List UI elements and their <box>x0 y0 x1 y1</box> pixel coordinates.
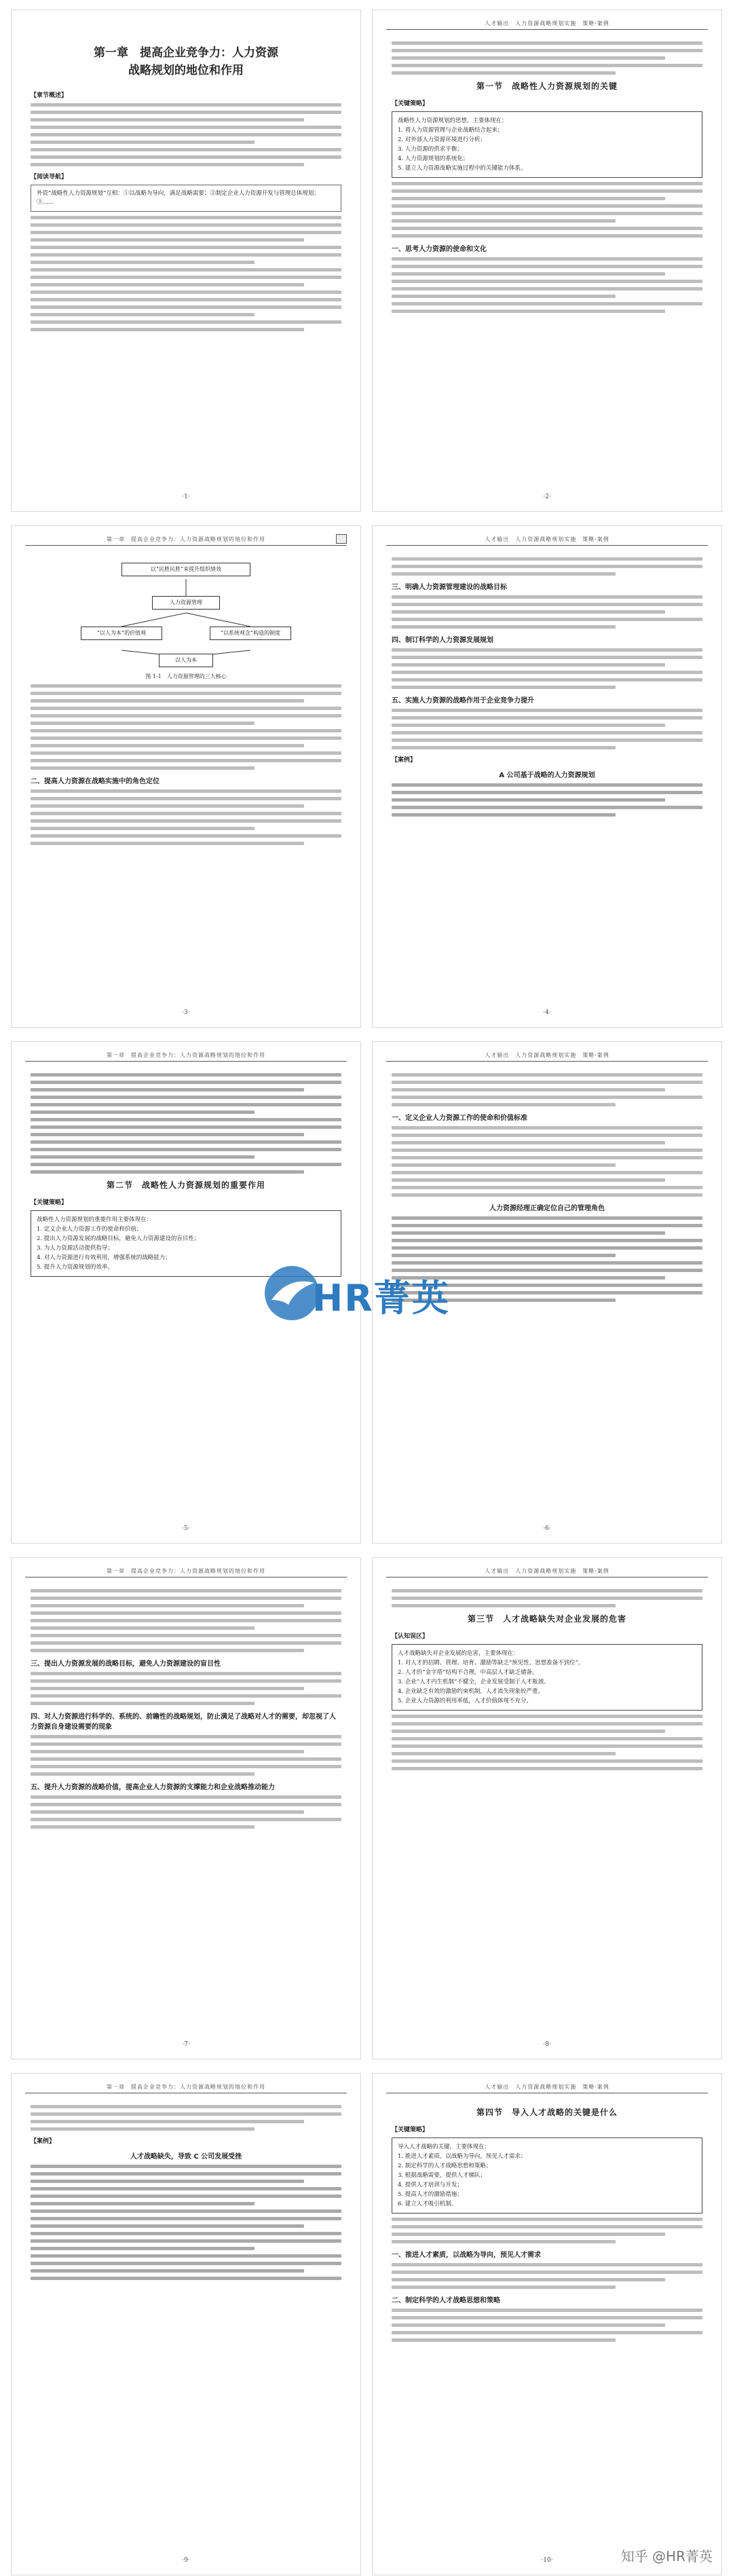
page-number: ·2· <box>543 493 551 500</box>
page-number: ·6· <box>543 1525 551 1532</box>
heading: 一、思考人力资源的使命和文化 <box>392 246 487 253</box>
text-block <box>31 216 341 331</box>
text-block <box>392 1073 702 1106</box>
running-header: 第一章 提高企业竞争力：人力资源战略规划的地位和作用 <box>25 2082 347 2093</box>
box-item: 战略性人力资源规划的重要作用主要体现在： <box>37 1216 153 1223</box>
box-item: 1. 将人力资源管理与企业战略结合起来； <box>398 127 504 134</box>
heading: 一、定义企业人力资源工作的使命和价值标准 <box>392 1115 527 1122</box>
text-block <box>392 783 702 817</box>
box-item: 5. 建立人力资源战略实施过程中的关键能力体系。 <box>398 165 527 172</box>
box-item: 3. 人力资源的供求平衡； <box>398 146 463 153</box>
text-block <box>31 1589 341 1652</box>
box-item: 3. 为人力资源活动提供指导； <box>37 1245 113 1252</box>
text-block <box>392 257 702 313</box>
box-item: 5. 企业人力资源的利用率低，人才价值体现不充分。 <box>398 1698 532 1704</box>
box-item: 1. 对人才的招聘、管理、培育、激励等缺乏“预见性，思想准备不到位”。 <box>398 1660 584 1666</box>
running-header-text: 第一章 提高企业竞争力：人力资源战略规划的地位和作用 <box>107 536 265 542</box>
text-block <box>392 709 702 749</box>
running-header: 第一章 提高企业竞争力：人力资源战略规划的地位和作用 <box>25 1566 347 1578</box>
box-item: 人才战略缺失对企业发展的危害，主要体现在： <box>398 1650 519 1657</box>
page-4 <box>372 525 722 1028</box>
section-title: 第一节 战略性人力资源规划的关键 <box>476 81 618 91</box>
text-block <box>31 103 341 166</box>
page-number: ·9· <box>182 2557 190 2564</box>
text-block <box>392 182 702 238</box>
running-header: 第一章 提高企业竞争力：人力资源战略规划的地位和作用 <box>25 1050 347 1062</box>
box-item: 2. 人才的“金字塔”结构不合理，中高层人才缺乏储备。 <box>398 1669 538 1676</box>
box-item: 1. 定义企业人力资源工作的使命和价值； <box>37 1226 143 1233</box>
section-title: 第二节 战略性人力资源规划的重要作用 <box>106 1180 265 1190</box>
diagram-node-mid: 人力资源管理 <box>152 596 220 610</box>
box-item: 4. 企业缺乏有效的激励约束机制，人才流失现象较严重。 <box>398 1688 544 1695</box>
page-2 <box>372 10 722 512</box>
text-block <box>31 2165 341 2280</box>
heading: 五、实施人力资源的战略作用于企业竞争力提升 <box>392 697 534 705</box>
text-block <box>31 1073 341 1174</box>
heading: 一、推进人才素质，以战略为导向，预见人才需求 <box>392 2252 541 2259</box>
box-item: 1. 推进人才素质，以战略为导向，预见人才需求； <box>398 2153 527 2160</box>
box-item: 5. 提升人力资源规划的效率。 <box>37 1264 113 1271</box>
running-header: 人才输出 人力资源战略规划实施 策略·案例 <box>386 1050 708 1062</box>
text-block <box>392 1589 702 1607</box>
chapter-title-line-1: 第一章 提高企业竞争力：人力资源 <box>94 46 278 60</box>
text-block <box>31 789 341 845</box>
page-8 <box>372 1557 722 2059</box>
page-number: ·1· <box>182 493 190 500</box>
box-item: 战略性人力资源规划的思想，主要体现在： <box>398 117 508 124</box>
box-item: 4. 人力资源规划的系统化； <box>398 155 469 162</box>
text-block <box>392 41 702 75</box>
tag-intro: 【章节概述】 <box>31 92 68 99</box>
heading: 三、提出人力资源发展的战略目标，避免人力资源建设的盲目性 <box>31 1660 221 1668</box>
running-header: 人才输出 人力资源战略规划实施 策略·案例 <box>386 1566 708 1578</box>
running-header: 人才输出 人力资源战略规划实施 策略·案例 <box>386 2082 708 2093</box>
case-title: 人才战略缺失，导致 C 公司发展受挫 <box>130 2153 242 2161</box>
chapter-title <box>31 44 341 79</box>
text-block <box>392 1126 702 1197</box>
section-title: 第三节 人才战略缺失对企业发展的危害 <box>467 1614 626 1624</box>
text-block <box>31 684 341 770</box>
watermark-text: HR菁英 <box>312 1277 450 1320</box>
tag-case: 【案例】 <box>31 2138 56 2145</box>
heading: 二、制定科学的人才战略思想和策略 <box>392 2297 500 2304</box>
box-item: 6. 建立人才吸引机制。 <box>398 2201 457 2207</box>
text-block <box>31 1735 341 1776</box>
box-item: 4. 提供人才培训与开发； <box>398 2182 463 2188</box>
text-block <box>392 2263 702 2289</box>
heading: 二、提高人力资源在战略实施中的角色定位 <box>31 778 159 785</box>
text-block <box>392 648 702 689</box>
page-number: ·8· <box>543 2041 551 2048</box>
text-block <box>392 2218 702 2243</box>
text-block <box>31 1672 341 1705</box>
running-header: 人才输出 人力资源战略规划实施 策略·案例 <box>386 534 708 546</box>
hr-core-diagram <box>74 559 298 667</box>
tag-guide: 【阅读导航】 <box>31 174 68 181</box>
misconception-box <box>392 1644 702 1711</box>
case-title: 人力资源经理正确定位自己的管理角色 <box>489 1205 605 1212</box>
page-number: ·3· <box>182 1009 190 1016</box>
diagram-node-bottom: 以人为本 <box>159 654 213 667</box>
tag-know: 【认知误区】 <box>392 1633 429 1640</box>
hr-jingying-watermark <box>248 1249 478 1344</box>
running-header: 人才输出 人力资源战略规划实施 策略·案例 <box>386 18 708 30</box>
page-3 <box>11 525 361 1028</box>
box-item: 5. 提高人才的激励措施； <box>398 2191 463 2198</box>
quote-box: 外资“战略性人力资源规划”互相：①以战略为导向，满足战略需要；②制定企业人力资源开发与管理总体规划；③…… <box>31 185 341 212</box>
tag-key: 【关键策略】 <box>31 1199 68 1206</box>
heading: 五、提升人力资源的战略价值，提高企业人力资源的支撑能力和企业战略推动能力 <box>31 1784 275 1791</box>
page-1 <box>11 10 361 512</box>
tag-key: 【关键策略】 <box>392 2127 429 2133</box>
source-credit: 知乎 @HR菁英 <box>620 2548 713 2564</box>
page-10 <box>372 2073 722 2575</box>
text-block <box>392 595 702 629</box>
heading: 四、对人力资源进行科学的、系统的、前瞻性的战略规划，防止满足了战略对人才的需要，却忽视了人力资源自身建设需要的现象 <box>31 1713 336 1731</box>
diagram-node-left: “以人为本”的价值观 <box>81 627 162 640</box>
page-number: ·7· <box>182 2041 190 2048</box>
heading: 三、明确人力资源管理建设的战略目标 <box>392 584 507 591</box>
box-item: 2. 提出人力资源发展的战略目标，避免人力资源建设的盲目性； <box>37 1235 200 1242</box>
book-icon <box>336 534 347 544</box>
text-block <box>392 1715 702 1770</box>
diagram-node-top: 以“民胜民胜”来提升组织绩效 <box>121 563 250 576</box>
page-9 <box>11 2073 361 2575</box>
key-strategy-box <box>392 111 702 178</box>
text-block <box>392 557 702 576</box>
box-item: 导入人才战略的关键，主要体现在： <box>398 2144 491 2150</box>
running-header <box>25 534 347 546</box>
box-item: 2. 对外部人力资源环境进行分析； <box>398 136 486 143</box>
heading: 四、制订科学的人力资源发展规划 <box>392 637 493 644</box>
diagram-node-right: “以系统观念”构造的制度 <box>210 627 291 640</box>
text-block <box>31 2105 341 2131</box>
page-number: ·10· <box>541 2557 553 2564</box>
page-number: ·4· <box>543 1009 551 1016</box>
key-strategy-box <box>392 2138 702 2214</box>
section-title: 第四节 导入人才战略的关键是什么 <box>476 2108 618 2117</box>
chapter-title-line-2: 战略规划的地位和作用 <box>128 64 244 77</box>
text-block <box>392 2309 702 2342</box>
figure-caption: 图 1-1 人力资源管理的三大核心 <box>145 673 227 679</box>
case-title: A 公司基于战略的人力资源规划 <box>499 772 595 779</box>
tag-case: 【案例】 <box>392 757 417 764</box>
page-number: ·5· <box>182 1525 190 1532</box>
box-item: 3. 根据战略需要，提供人才梯队； <box>398 2172 486 2179</box>
box-item: 2. 制定科学的人才战略思想和策略； <box>398 2163 492 2169</box>
box-item: 3. 企业“人才内生机制”不健全，企业发展受制于人才瓶颈。 <box>398 1679 550 1685</box>
tag-key: 【关键策略】 <box>392 100 429 107</box>
text-block <box>31 1795 341 1829</box>
box-item: 4. 对人力资源进行有效利用，增强系统的战略能力； <box>37 1254 171 1261</box>
page-7 <box>11 1557 361 2059</box>
